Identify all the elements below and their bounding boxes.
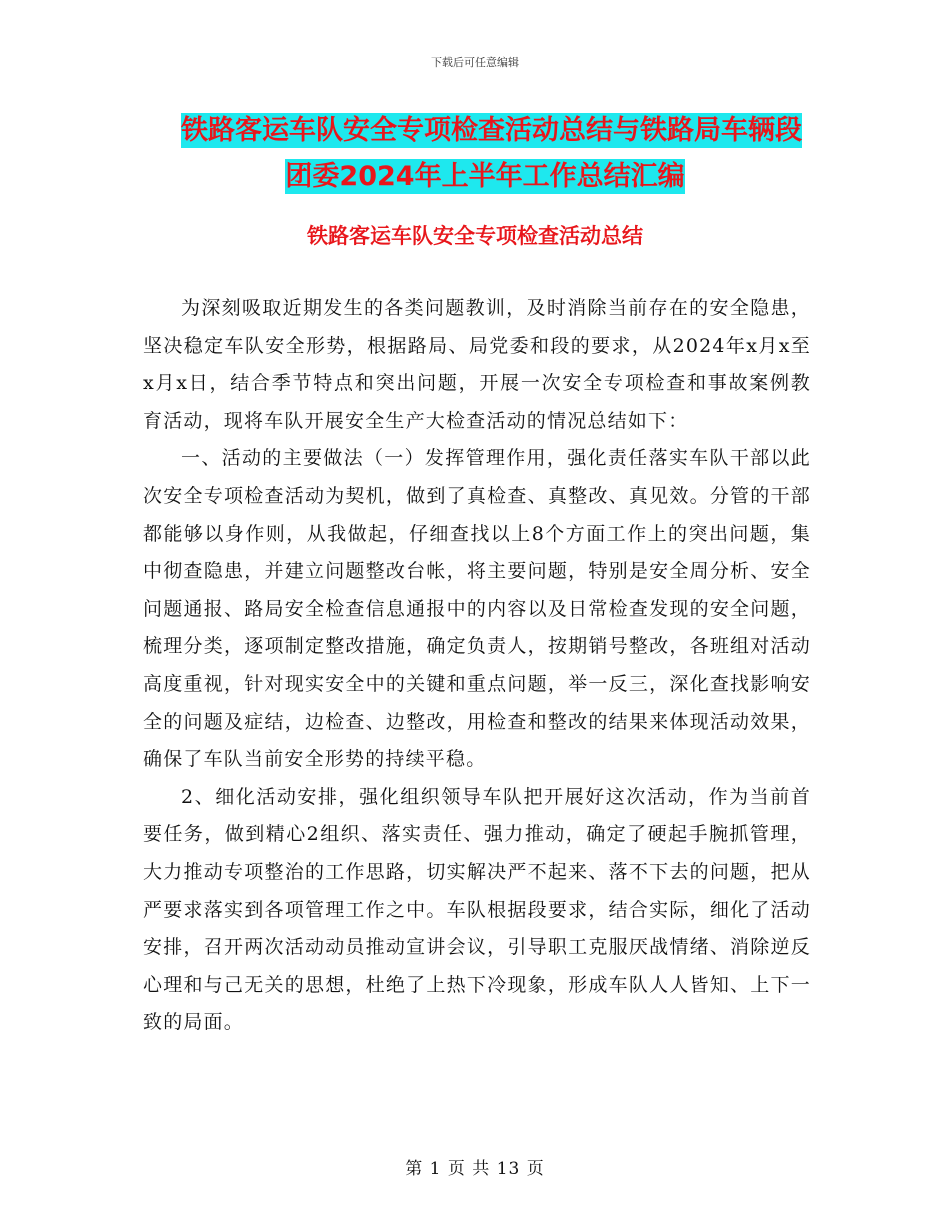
title-line-1: 铁路客运车队安全专项检查活动总结与铁路局车辆段: [181, 115, 802, 146]
paragraph: 为深刻吸取近期发生的各类问题教训，及时消除当前存在的安全隐患，坚决稳定车队安全形势，根据路局、局党委和段的要求，从2024年x月x至x月x日，结合季节特点和突出问题，开展一次安全专项检查和事故案例教育活动，现将车队开展安全生产大检查活动的情况总结如下：: [143, 297, 811, 432]
header-note: 下载后可任意编辑: [431, 56, 519, 69]
document-title: [140, 108, 830, 200]
paragraph: 2、细化活动安排，强化组织领导车队把开展好这次活动，作为当前首要任务，做到精心2组织、落实责任、强力推动，确定了硬起手腕抓管理，大力推动专项整治的工作思路，切实解决严不起来、落不下去的问题，把从严要求落实到各项管理工作之中。车队根据段要求，结合实际，细化了活动安排，召开两次活动动员推动宣讲会议，引导职工克服厌战情绪、消除逆反心理和与己无关的思想，杜绝了上热下冷现象，形成车队人人皆知、上下一致的局面。: [143, 785, 811, 1034]
section-title: 铁路客运车队安全专项检查活动总结: [307, 224, 643, 248]
paragraph: 一、活动的主要做法（一）发挥管理作用，强化责任落实车队干部以此次安全专项检查活动为契机，做到了真检查、真整改、真见效。分管的干部都能够以身作则，从我做起，仔细查找以上8个方面工作上的突出问题，集中彻查隐患，并建立问题整改台帐，将主要问题，特别是安全周分析、安全问题通报、路局安全检查信息通报中的内容以及日常检查发现的安全问题，梳理分类，逐项制定整改措施，确定负责人，按期销号整改，各班组对活动高度重视，针对现实安全中的关键和重点问题，举一反三，深化查找影响安全的问题及症结，边检查、边整改，用检查和整改的结果来体现活动效果，确保了车队当前安全形势的持续平稳。: [143, 447, 811, 771]
title-line-2: 团委2024年上半年工作总结汇编: [285, 161, 685, 192]
page-footer: 第 1 页 共 13 页: [405, 1159, 545, 1179]
body-text: [143, 290, 811, 1042]
